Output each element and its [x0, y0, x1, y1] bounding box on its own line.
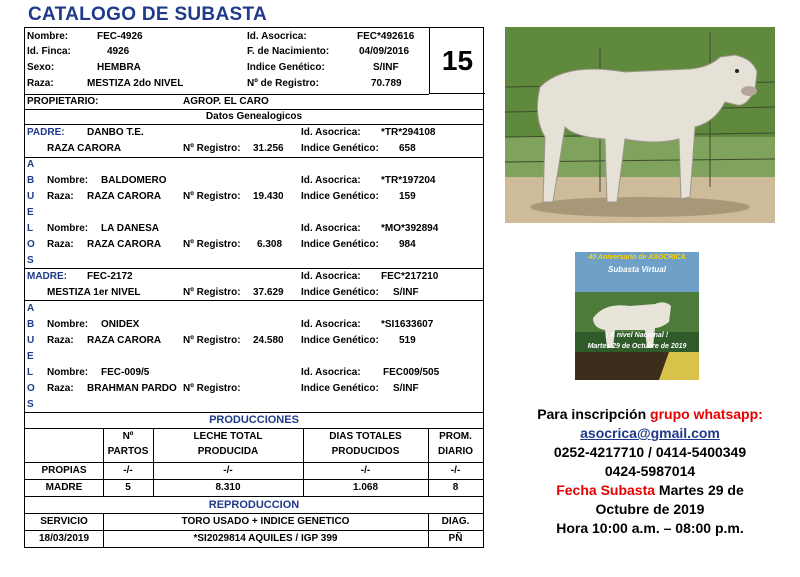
nacimiento-value: 04/09/2016: [359, 46, 410, 57]
poster-line2: Subasta Virtual: [608, 265, 666, 274]
inscripcion-line: Para inscripción grupo whatsapp:: [537, 406, 763, 422]
repro-diag-value: PÑ: [448, 533, 463, 544]
registro-value: 70.789: [371, 78, 402, 89]
pabuelo-name: BALDOMERO: [101, 175, 167, 186]
repro-toro-value: *SI2029814 AQUILES / IGP 399: [193, 533, 338, 544]
padre-label: PADRE:: [27, 127, 65, 138]
fecha-value: Martes 29 de: [655, 482, 744, 498]
pabuela-nombre-label: Nombre:: [47, 223, 89, 234]
fecha-line-2: Octubre de 2019: [595, 501, 705, 517]
padre-name: DANBO T.E.: [87, 127, 144, 138]
hdr-partos-1: Nº: [122, 431, 134, 442]
hdr-prom-2: DIARIO: [438, 446, 473, 457]
mabuelo-raza: RAZA CARORA: [87, 335, 162, 346]
raza-value: MESTIZA 2do NIVEL: [87, 78, 184, 89]
cow-photo-illustration: [505, 27, 775, 223]
phones-line-1: 0252-4217710 / 0414-5400349: [553, 444, 747, 460]
pabuela-registro: 6.308: [257, 239, 283, 250]
madre-indice-label: Indice Genético:: [301, 287, 379, 298]
propietario-label: PROPIETARIO:: [27, 96, 99, 107]
padre-indice: 658: [399, 143, 416, 154]
hdr-dias-2: PRODUCIDOS: [331, 446, 400, 457]
mabuelo-asocrica: *SI1633607: [381, 319, 434, 330]
padre-raza: RAZA CARORA: [47, 143, 122, 154]
auction-poster: [575, 252, 699, 380]
repro-toro-header: TORO USADO + INDICE GENETICO: [181, 516, 350, 527]
madre-registro: 37.629: [253, 287, 284, 298]
sexo-value: HEMBRA: [97, 62, 141, 73]
nacimiento-label: F. de Nacimiento:: [247, 46, 330, 57]
catalog-title: CATALOGO DE SUBASTA: [28, 4, 267, 25]
hora-line: Hora 10:00 a.m. – 08:00 p.m.: [556, 520, 744, 536]
padre-asocrica: *TR*294108: [381, 127, 436, 138]
pabuela-asocrica: *MO*392894: [381, 223, 439, 234]
indice-label: Indice Genético:: [247, 62, 325, 73]
mabuela-name: FEC-009/5: [101, 367, 150, 378]
pabuela-raza-label: Raza:: [47, 239, 74, 250]
hdr-leche-2: PRODUCIDA: [197, 446, 259, 457]
reproduccion-title: REPRODUCCION: [208, 499, 300, 511]
row-madre-leche: 8.310: [215, 482, 241, 493]
row-madre-dias: 1.068: [352, 482, 379, 493]
pabuelo-indice: 159: [399, 191, 416, 202]
repro-servicio-header: SERVICIO: [40, 516, 88, 527]
fecha-line: [500, 481, 800, 500]
raza-label: Raza:: [27, 78, 54, 89]
mabuelo-raza-label: Raza:: [47, 335, 74, 346]
mabuela-indice: S/INF: [393, 383, 419, 394]
madre-indice: S/INF: [393, 287, 419, 298]
pabuela-indice-label: Indice Genético:: [301, 239, 379, 250]
email-link[interactable]: asocrica@gmail.com: [580, 425, 720, 441]
pabuela-raza: RAZA CARORA: [87, 239, 162, 250]
mabuelo-registro: 24.580: [253, 335, 284, 346]
phones-line-2: 0424-5987014: [604, 463, 696, 479]
padre-registro: 31.256: [253, 143, 284, 154]
nombre-value: FEC-4926: [97, 31, 143, 42]
pabuela-registro-label: Nº Registro:: [183, 239, 241, 250]
pabuelo-registro: 19.430: [253, 191, 284, 202]
row-propias-partos: -/-: [123, 465, 133, 476]
finca-value: 4926: [107, 46, 130, 57]
mabuela-nombre-label: Nombre:: [47, 367, 89, 378]
madre-raza: MESTIZA 1er NIVEL: [47, 287, 141, 298]
producciones-title: PRODUCCIONES: [209, 414, 299, 426]
poster-line4: Martes 29 de Octubre de 2019: [587, 343, 687, 350]
row-madre-label: MADRE: [45, 482, 83, 493]
pabuela-asocrica-label: Id. Asocrica:: [301, 223, 361, 234]
mabuela-raza-label: Raza:: [47, 383, 74, 394]
cow-photo: [505, 27, 775, 223]
pabuelo-nombre-label: Nombre:: [47, 175, 89, 186]
sexo-label: Sexo:: [27, 62, 55, 73]
row-propias-label: PROPIAS: [41, 465, 87, 476]
row-propias-leche: -/-: [223, 465, 233, 476]
padre-registro-label: Nº Registro:: [183, 143, 241, 154]
hdr-dias-1: DIAS TOTALES: [329, 431, 402, 442]
indice-value: S/INF: [373, 62, 399, 73]
padre-asocrica-label: Id. Asocrica:: [301, 127, 361, 138]
lot-number: 15: [429, 28, 485, 94]
madre-asocrica: FEC*217210: [381, 271, 439, 282]
whatsapp-highlight: grupo whatsapp:: [650, 406, 763, 422]
poster-line3: ¡ A nivel Nacional !: [605, 332, 669, 339]
madre-asocrica-label: Id. Asocrica:: [301, 271, 361, 282]
mabuelo-asocrica-label: Id. Asocrica:: [301, 319, 361, 330]
row-madre-partos: 5: [125, 482, 131, 493]
madre-registro-label: Nº Registro:: [183, 287, 241, 298]
madre-name: FEC-2172: [87, 271, 133, 282]
contact-info: [500, 405, 800, 538]
registro-label: Nº de Registro:: [247, 78, 319, 89]
pabuelo-asocrica-label: Id. Asocrica:: [301, 175, 361, 186]
mabuela-asocrica: FEC009/505: [383, 367, 440, 378]
mabuelo-indice: 519: [399, 335, 416, 346]
repro-diag-header: DIAG.: [441, 516, 470, 527]
mabuela-indice-label: Indice Genético:: [301, 383, 379, 394]
pabuelo-registro-label: Nº Registro:: [183, 191, 241, 202]
mabuelo-nombre-label: Nombre:: [47, 319, 89, 330]
mabuelo-registro-label: Nº Registro:: [183, 335, 241, 346]
asocrica-label: Id. Asocrica:: [247, 31, 307, 42]
repro-servicio-value: 18/03/2019: [38, 533, 90, 544]
padre-indice-label: Indice Genético:: [301, 143, 379, 154]
pabuela-indice: 984: [399, 239, 416, 250]
propietario-value: AGROP. EL CARO: [183, 96, 269, 107]
pabuelo-asocrica: *TR*197204: [381, 175, 436, 186]
pabuelo-indice-label: Indice Genético:: [301, 191, 379, 202]
madre-label: MADRE:: [27, 271, 67, 282]
finca-label: Id. Finca:: [27, 46, 71, 57]
row-propias-dias: -/-: [360, 465, 371, 476]
row-madre-prom: 8: [452, 482, 459, 493]
mabuela-raza: BRAHMAN PARDO: [87, 383, 177, 394]
genealogy-title: Datos Genealogicos: [205, 111, 303, 122]
fecha-label: Fecha Subasta: [556, 482, 656, 498]
pabuelo-raza: RAZA CARORA: [87, 191, 162, 202]
poster-line1: 40 Aniversario de ASOCRICA: [588, 254, 686, 261]
hdr-leche-1: LECHE TOTAL: [193, 431, 263, 442]
asocrica-value: FEC*492616: [357, 31, 415, 42]
mabuela-registro-label: Nº Registro:: [183, 383, 241, 394]
pabuela-name: LA DANESA: [101, 223, 159, 234]
hdr-prom-1: PROM.: [439, 431, 472, 442]
hdr-partos-2: PARTOS: [107, 446, 149, 457]
mabuelo-indice-label: Indice Genético:: [301, 335, 379, 346]
row-propias-prom: -/-: [450, 465, 461, 476]
mabuelo-name: ONIDEX: [101, 319, 140, 330]
pabuelo-raza-label: Raza:: [47, 191, 74, 202]
nombre-label: Nombre:: [27, 31, 69, 42]
catalog-sheet: Nombre: FEC-4926 Id. Finca: 4926 Sexo: HEMBRA Raza: MESTIZA 2do NIVEL Id. Asocrica: FEC*492616 F. de Nacimiento: 04/09/2016 Indice Genético: S/INF Nº de Registro: 70.789 15 PROPIETARIO: AGROP. EL CARO Datos Genealogicos PADRE: DANBO T.E. Id. Asocrica: *TR*294108 RAZA CARORA Nº Registro: 31.256 Indice Genético: 658 A B U E L O S Nombre: BALDOMERO Id. Asocrica: *TR*197204 Raza: RAZA CARORA Nº Registro: 19.430 Indice Genético: 159 Nombre: LA DANESA Id. Asocrica: *MO*392894 Raza: RAZA CARORA Nº Registro: 6.308 Indice Genético: 984 MADRE: FEC-2172 Id. Asocrica: FEC*217210 MESTIZA 1er NIVEL Nº Registro: 37.629 Indice Genético: S/INF A B U E L O S Nombre: ONIDEX Id. Asocrica: *SI1633607 Raza: RAZA CARORA Nº Registro: 24.580 Indice Genético: 519 Nombre: FEC-009/5 Id. Asocrica: FEC009/505 Raza: BRAHMAN PARDO Nº Registro: Indice Genético: S/INF PRODUCCIONES Nº PARTOS LECHE TOTAL PRODUCIDA DIAS TOTALES PRODUCIDOS PROM. DIARIO PROPIAS -/- -/- -/- -/- MADRE 5 8.310 1.068 8 REPRODUCCION SERVICIO TORO USADO + INDICE GENETICO DIAG. 18/03/2019 *SI2029814 AQUILES / IGP 399 PÑ: [24, 27, 484, 548]
mabuela-asocrica-label: Id. Asocrica:: [301, 367, 361, 378]
